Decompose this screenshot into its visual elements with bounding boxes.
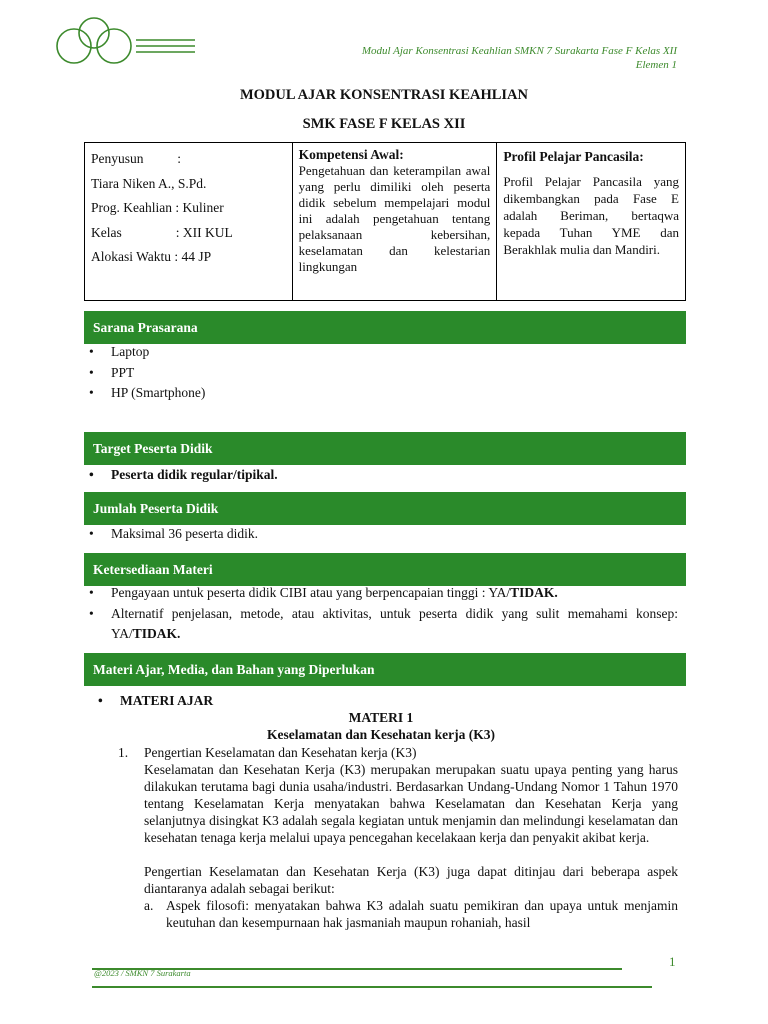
item-text: Alternatif penjelasan, metode, atau aktivitas, untuk peserta didik yang sulit memahami konsep: YA/ [111,605,678,641]
ketersediaan-list [84,583,678,645]
prog-keahlian: Prog. Keahlian : Kuliner [91,200,224,215]
footer-divider [92,986,652,988]
item-answer: TIDAK. [510,585,558,600]
profil-cell [497,143,686,301]
running-header [362,44,677,72]
list-item: • HP (Smartphone) [84,383,678,404]
kompetensi-heading: Kompetensi Awal: [298,147,404,162]
materi-content [84,709,678,931]
target-list [84,465,678,486]
sub-item-label: a. [144,898,154,913]
ketersediaan-heading: Ketersediaan Materi [84,553,686,586]
list-item: • MATERI AJAR [93,691,687,712]
jumlah-heading: Jumlah Peserta Didik [84,492,686,525]
footer-text: @2023 / SMKN 7 Surakarta [94,968,191,978]
kompetensi-cell [292,143,497,301]
document-title: MODUL AJAR KONSENTRASI KEAHLIAN [239,87,529,103]
sarana-heading: Sarana Prasarana [84,311,686,344]
item-paragraph: Keselamatan dan Kesehatan Kerja (K3) merupakan merupakan suatu upaya penting yang harus dilakukan terutama bagi dunia usaha/industri. Berdasarkan Undang-Undang Nomor 1 Tahun 1970 tentang Keselamatan Kerja menyatakan bahwa Keselamatan dan Kesehatan Kerja yang selanjutnya disingkat K3 adalah segala kegiatan untuk menjamin dan melindungi keselamatan dan kesehatan tenaga kerja melalui upaya pencegahan kecelakaan kerja dan penyakit akibat kerja. [144,762,678,845]
item-number: 1. [118,745,129,760]
penyusun-name: Tiara Niken A., S.Pd. [91,175,207,191]
info-table [84,142,686,301]
materi-heading-2: Keselamatan dan Kesehatan kerja (K3) [267,727,495,742]
sub-item-text: Aspek filosofi: menyatakan bahwa K3 adalah suatu pemikiran dan upaya untuk menjamin keutuhan dan kesempurnaan hak jasmaniah maupun rohaniah, hasil [166,898,678,930]
jumlah-list [84,524,678,545]
school-logo-icon [52,16,197,66]
list-item [84,604,678,645]
list-item: • Maksimal 36 peserta didik. [84,524,678,545]
list-item: • Laptop [84,342,678,363]
list-item: • Peserta didik regular/tipikal. [84,465,678,486]
sub-item [144,897,678,931]
item-title: Pengertian Keselamatan dan Kesehatan kerja (K3) [144,745,417,760]
target-heading: Target Peserta Didik [84,432,686,465]
list-item: • PPT [84,363,678,384]
materi-heading-1: MATERI 1 [348,710,414,725]
profil-text: Profil Pelajar Pancasila yang dikembangkan pada Fase E adalah Beriman, bertaqwa kepada Tuhan YME dan Berakhlak mulia dan Mandiri. [503,174,679,257]
alokasi-waktu: Alokasi Waktu : 44 JP [91,249,212,264]
kompetensi-text: Pengetahuan dan keterampilan awal yang perlu dimiliki oleh peserta didik sebelum mempelajari modul ini adalah pengetahuan tentang pelaksanaan kebersihan, keselamatan dan kelestarian lingkungan [298,163,491,274]
materi-heading: Materi Ajar, Media, dan Bahan yang Diperlukan [84,653,686,686]
sarana-list [84,342,678,404]
item-paragraph: Pengertian Keselamatan dan Kesehatan Kerja (K3) juga dapat ditinjau dari beberapa aspek diantaranya adalah sebagai berikut: [144,864,678,896]
profil-heading: Profil Pelajar Pancasila: [503,149,644,164]
numbered-item [84,744,678,931]
header-line-2: Elemen 1 [635,59,677,71]
list-item [84,583,678,604]
penyusun-label: Penyusun : [91,151,182,166]
header-line-1: Modul Ajar Konsentrasi Keahlian SMKN 7 Surakarta Fase F Kelas XII [361,45,677,57]
document-subtitle: SMK FASE F KELAS XII [302,116,466,132]
item-text: Pengayaan untuk peserta didik CIBI atau yang berpencapaian tinggi : YA/ [111,585,511,600]
item-answer: TIDAK. [132,626,181,641]
page-number: 1 [669,954,676,969]
identity-cell [85,143,293,301]
kelas: Kelas : XII KUL [91,224,233,240]
